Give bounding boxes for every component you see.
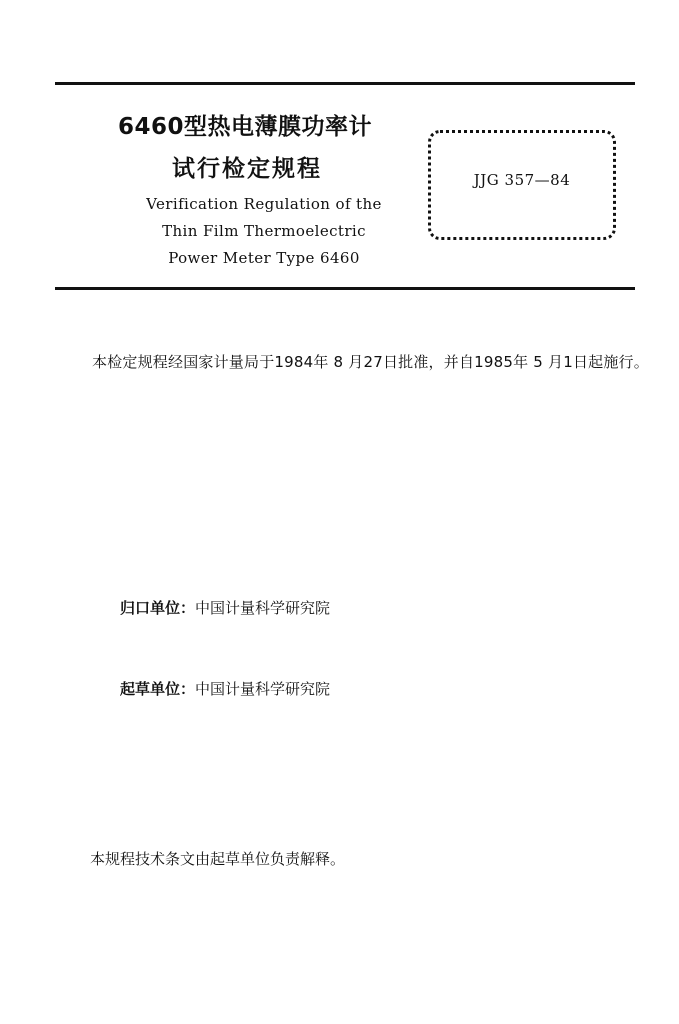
drafting-unit-label: 起草单位：	[120, 680, 196, 698]
regulation-code-box	[428, 130, 616, 240]
title-en-line-3: Power Meter Type 6460	[168, 249, 360, 267]
interpretation-note: 本规程技术条文由起草单位负责解释。	[90, 850, 346, 868]
responsible-unit-value: 中国计量科学研究院	[195, 599, 331, 617]
title-en-line-2: Thin Film Thermoelectric	[162, 222, 366, 240]
drafting-unit-value: 中国计量科学研究院	[195, 680, 331, 698]
document-title-zh: 6460型热电薄膜功率计	[118, 114, 373, 140]
approval-paragraph: 本检定规程经国家计量局于1984年 8 月27日批准，并自1985年 5 月1日起施行。	[92, 353, 649, 371]
regulation-code: JJG 357—84	[473, 171, 571, 189]
drafting-unit	[120, 678, 330, 699]
responsible-unit	[120, 597, 330, 618]
title-en-line-1: Verification Regulation of the	[146, 195, 382, 213]
top-rule	[55, 82, 635, 85]
document-title-en	[128, 191, 400, 272]
document-subtitle-zh: 试行检定规程	[172, 156, 322, 182]
responsible-unit-label: 归口单位：	[120, 599, 196, 617]
bottom-rule	[55, 287, 635, 290]
